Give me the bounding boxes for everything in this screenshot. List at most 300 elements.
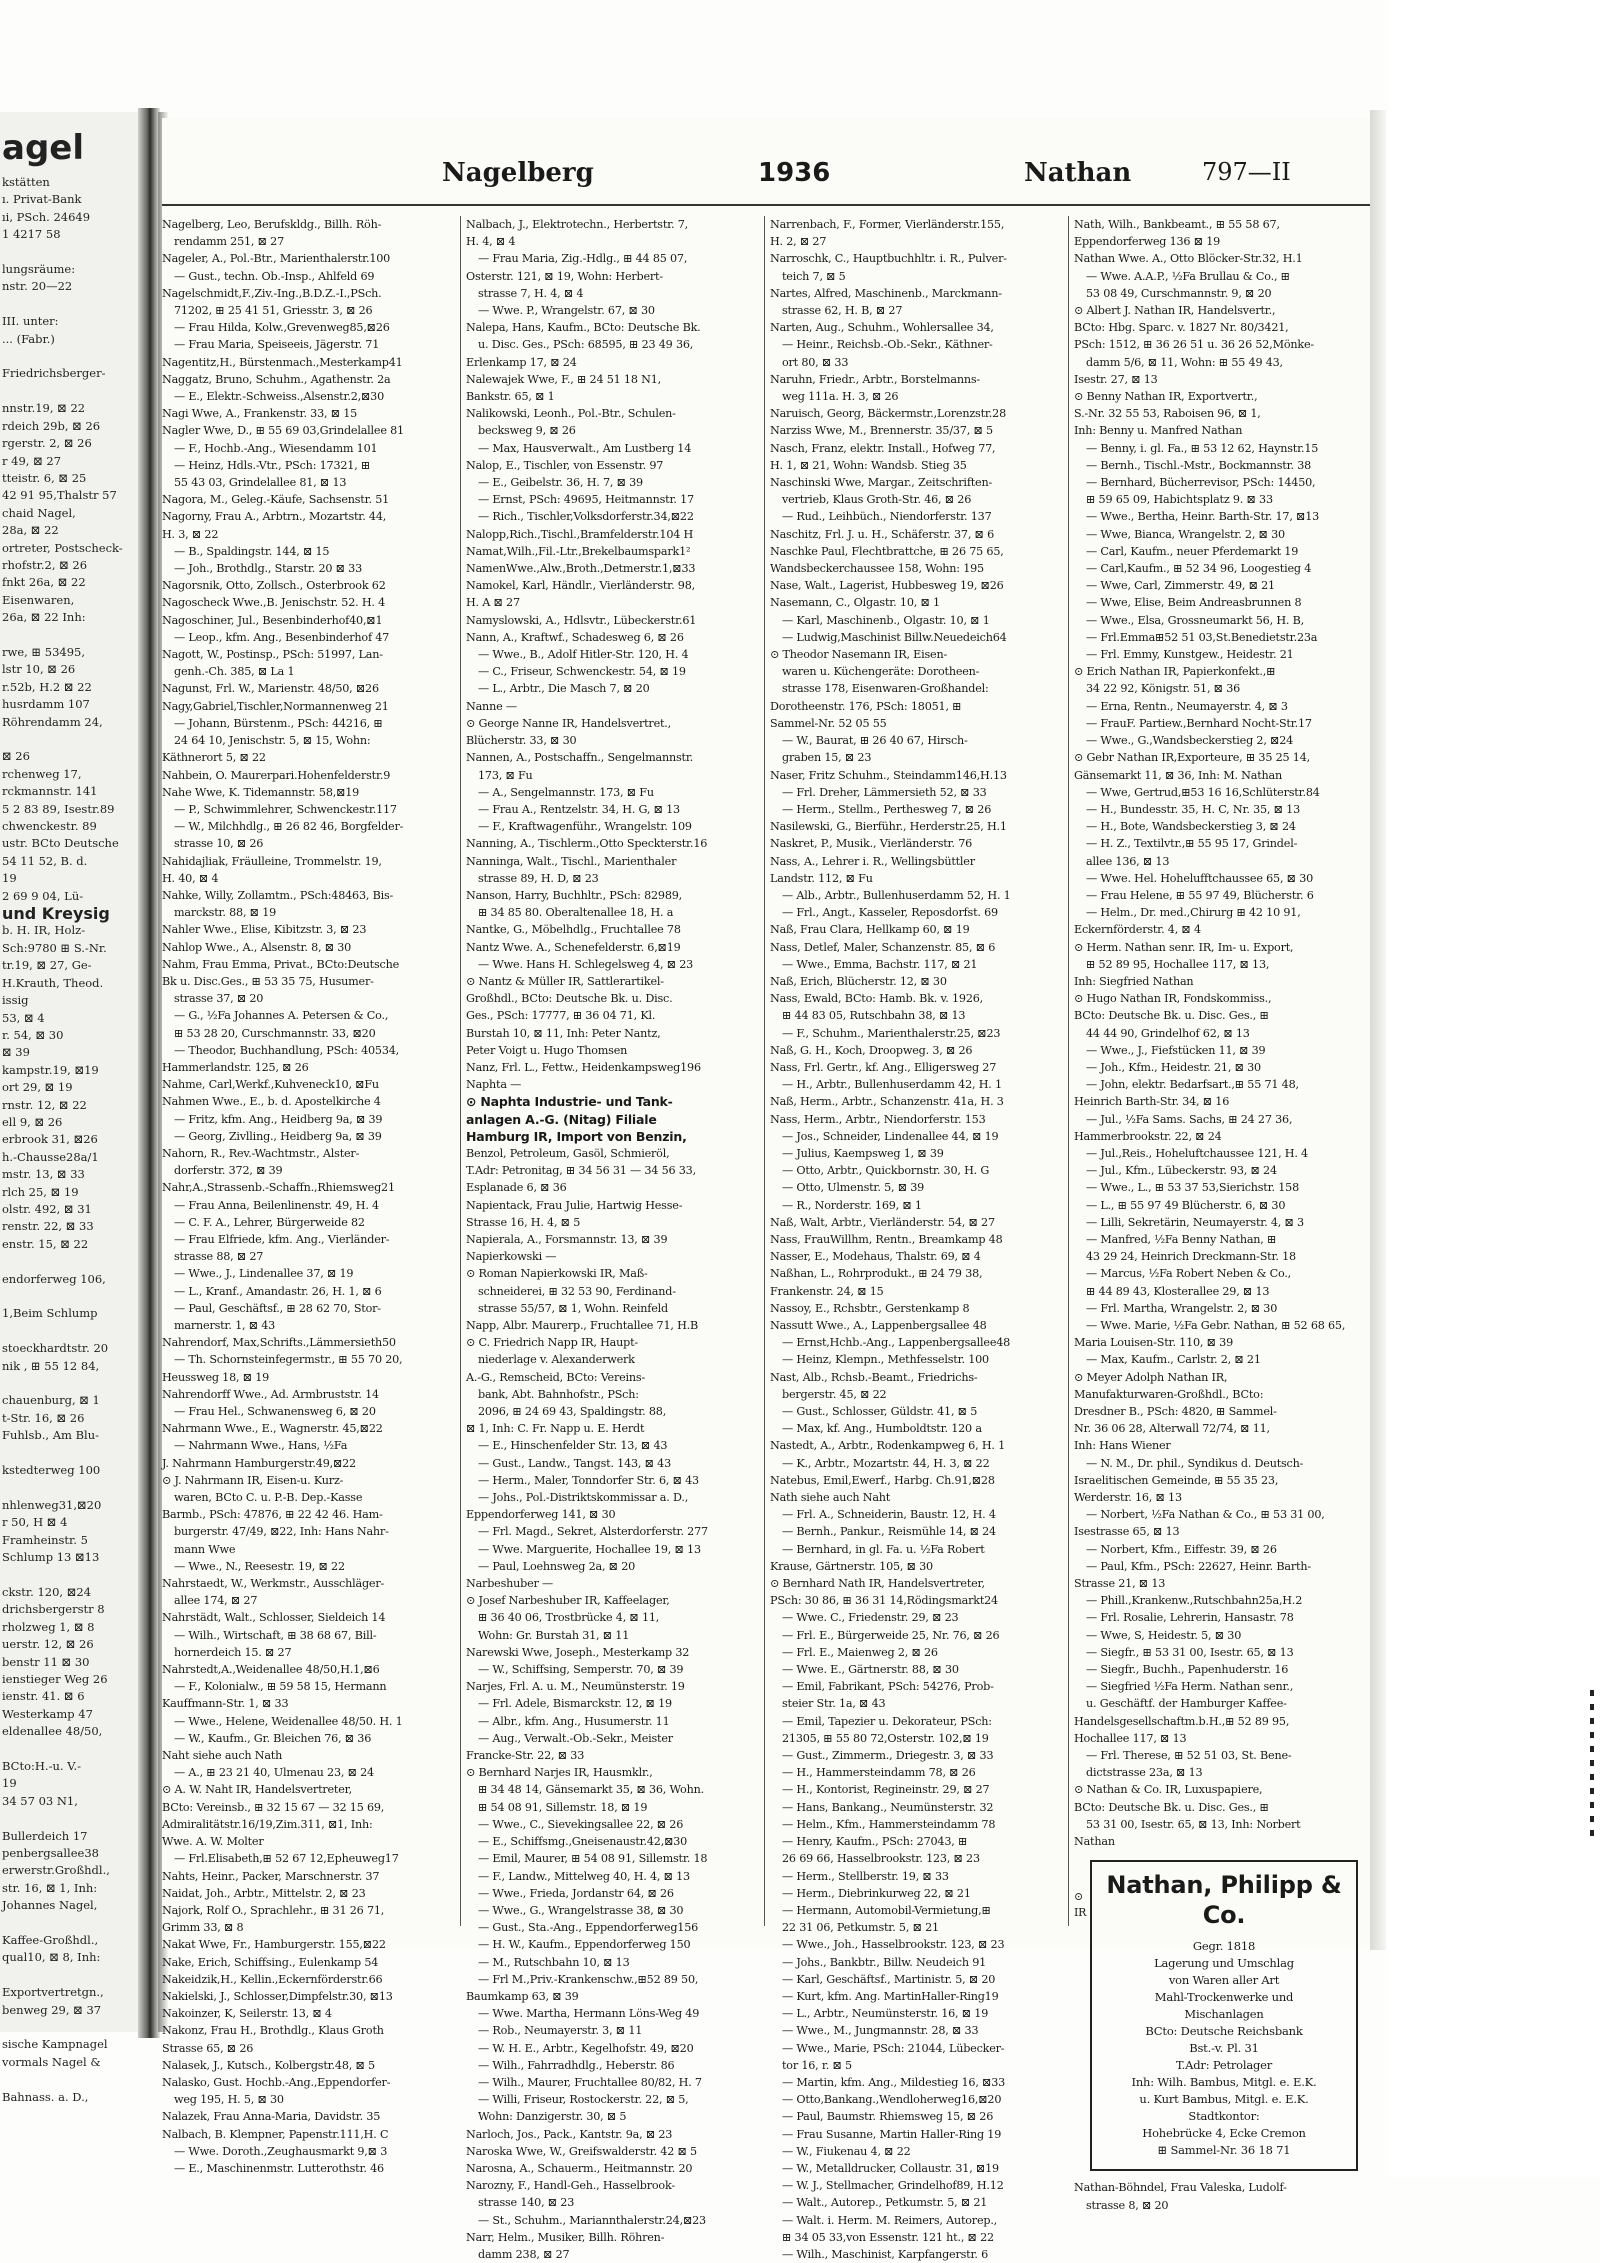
left-line: erwerstr.Großhdl., xyxy=(2,1863,110,1878)
directory-entry-line: — Bernhard, Bücherrevisor, PSch: 14450, xyxy=(1086,476,1316,490)
directory-entry-line: — Emil, Maurer, ⊞ 54 08 91, Sillemstr. 18 xyxy=(478,1852,708,1866)
column-divider xyxy=(460,216,461,1926)
left-line xyxy=(2,383,140,400)
directory-entry-line: — Bernh., Pankur., Reismühle 14, ⊠ 24 xyxy=(782,1525,996,1539)
directory-entry-line: ⊞ 34 85 80. Oberaltenallee 18, H. a xyxy=(478,906,674,920)
directory-entry-line: — Phill.,Krankenw.,Rutschbahn25a,H.2 xyxy=(1086,1594,1303,1608)
header-rule xyxy=(162,204,1370,206)
directory-entry-line: — Frl. E., Bürgerweide 25, Nr. 76, ⊠ 26 xyxy=(782,1628,1000,1642)
left-line: kstätten xyxy=(2,175,50,189)
directory-entry-line: — L., Kranf., Amandastr. 26, H. 1, ⊠ 6 xyxy=(174,1284,382,1298)
directory-entry-line: Hochallee 117, ⊠ 13 xyxy=(1074,1731,1187,1745)
advertisement-line: Stadtkontor: xyxy=(1188,2109,1260,2124)
directory-entry-line: — Leop., kfm. Ang., Besenbinderhof 47 xyxy=(174,630,390,644)
directory-entry-line: Krause, Gärtnerstr. 105, ⊠ 30 xyxy=(770,1559,933,1573)
directory-entry-line: Osterstr. 121, ⊠ 19, Wohn: Herbert- xyxy=(466,269,663,283)
directory-entry-line: — Paul, Kfm., PSch: 22627, Heinr. Barth- xyxy=(1086,1559,1311,1573)
left-line: vormals Nagel & xyxy=(2,2054,101,2069)
advertisement-line: Bst.-v. Pl. 31 xyxy=(1189,2041,1259,2056)
left-line: Friedrichsberger- xyxy=(2,366,106,381)
directory-entry-line: — Frl. A., Schneiderin, Baustr. 12, H. 4 xyxy=(782,1508,996,1522)
directory-entry-line: — Marcus, ½Fa Robert Neben & Co., xyxy=(1086,1267,1292,1281)
left-line: ienstr. 41. ⊠ 6 xyxy=(2,1689,85,1704)
directory-entry-line: 55 43 03, Grindelallee 81, ⊠ 13 xyxy=(174,476,347,490)
directory-entry-line: Baumkamp 63, ⊠ 39 xyxy=(466,1989,579,2003)
directory-entry-line: — C. F. A., Lehrer, Bürgerweide 82 xyxy=(174,1215,365,1229)
directory-entry-line: — Wilh., Wirtschaft, ⊞ 38 68 67, Bill- xyxy=(174,1628,377,1642)
directory-entry-line: Nahrstedt,A.,Weidenallee 48/50,H.1,⊠6 xyxy=(162,1663,380,1677)
left-heading: agel xyxy=(2,128,84,168)
directory-entry-line: — Wwe, Bianca, Wrangelstr. 2, ⊠ 30 xyxy=(1086,527,1285,541)
directory-entry-line: J. Nahrmann Hamburgerstr.49,⊠22 xyxy=(162,1456,356,1470)
left-bold-line: H.Krauth, Theod. xyxy=(2,975,104,990)
directory-entry-line: Naser, Fritz Schuhm., Steindamm146,H.13 xyxy=(770,768,1007,782)
directory-entry-line: Napierkowski — xyxy=(466,1250,557,1264)
left-line xyxy=(2,348,140,365)
directory-entry-line: Nalikowski, Leonh., Pol.-Btr., Schulen- xyxy=(466,407,676,421)
directory-entry-line: H. A ⊠ 27 xyxy=(466,596,520,610)
directory-entry-line: Nantke, G., Möbelhdlg., Fruchtallee 78 xyxy=(466,923,681,937)
directory-entry-line: ⊙ Nantz & Müller IR, Sattlerartikel- xyxy=(466,974,664,988)
left-line xyxy=(2,2071,140,2088)
left-line: rhofstr.2, ⊠ 26 xyxy=(2,557,88,572)
directory-entry-line: Naß, G. H., Koch, Droopweg. 3, ⊠ 26 xyxy=(770,1043,973,1057)
directory-entry-line: — A., Sengelmannstr. 173, ⊠ Fu xyxy=(478,785,654,799)
directory-entry-line: — Wwe., Emma, Bachstr. 117, ⊠ 21 xyxy=(782,957,978,971)
left-line: ⊠ 26 xyxy=(2,749,30,764)
directory-entry-line: — Wwe., N., Reesestr. 19, ⊠ 22 xyxy=(174,1559,345,1573)
left-line: issig xyxy=(2,993,29,1008)
directory-entry-line: H. 40, ⊠ 4 xyxy=(162,871,219,885)
directory-entry-line: S.-Nr. 32 55 53, Raboisen 96, ⊠ 1, xyxy=(1074,407,1261,421)
directory-entry-line: — Wwe., Bertha, Heinr. Barth-Str. 17, ⊠13 xyxy=(1086,510,1320,524)
left-line xyxy=(2,1288,140,1305)
directory-entry-line: Kauffmann-Str. 1, ⊠ 33 xyxy=(162,1697,289,1711)
directory-entry-line: Natebus, Emil,Ewerf., Harbg. Ch.91,⊠28 xyxy=(770,1473,995,1487)
directory-entry-line: — Gust., techn. Ob.-Insp., Ahlfeld 69 xyxy=(174,269,375,283)
directory-entry-line: — Wwe. Hans H. Schlegelsweg 4, ⊠ 23 xyxy=(478,957,694,971)
directory-entry-line: ⊙ Josef Narbeshuber IR, Kaffeelager, xyxy=(466,1594,670,1608)
column-3 xyxy=(770,216,1062,2261)
header-last-entry: Nathan xyxy=(1024,158,1132,188)
left-line: Fuhlsb., Am Blu- xyxy=(2,1428,99,1443)
left-line: chwenckestr. 89 xyxy=(2,819,97,834)
directory-entry-line: — W. J., Stellmacher, Grindelhof89, H.12 xyxy=(782,2179,1004,2193)
directory-entry-line: — E., Geibelstr. 36, H. 7, ⊠ 39 xyxy=(478,476,643,490)
directory-entry-line: — Wwe., Helene, Weidenallee 48/50. H. 1 xyxy=(174,1714,403,1728)
directory-entry-line: Nahrstädt, Walt., Schlosser, Sieldeich 14 xyxy=(162,1611,386,1625)
directory-entry-line: marckstr. 88, ⊠ 19 xyxy=(174,906,277,920)
directory-entry-line: — Rob., Neumayerstr. 3, ⊠ 11 xyxy=(478,2024,643,2038)
directory-entry-line: Nahts, Heinr., Packer, Marschnerstr. 37 xyxy=(162,1869,380,1883)
directory-entry-line: — John, elektr. Bedarfsart.,⊞ 55 71 48, xyxy=(1086,1078,1299,1092)
left-line: mstr. 13, ⊠ 33 xyxy=(2,1167,85,1182)
directory-entry-line: Großhdl., BCto: Deutsche Bk. u. Disc. xyxy=(466,992,673,1006)
left-line: chauenburg, ⊠ 1 xyxy=(2,1393,100,1408)
directory-entry-line: — Herm., Diebrinkurweg 22, ⊠ 21 xyxy=(782,1886,971,1900)
directory-entry-line: Bk u. Disc.Ges., ⊞ 53 35 75, Husumer- xyxy=(162,974,374,988)
directory-entry-line: — Gust., Zimmerm., Driegestr. 3, ⊠ 33 xyxy=(782,1749,994,1763)
directory-entry-line: strasse 89, H. D, ⊠ 23 xyxy=(478,871,599,885)
left-line xyxy=(2,1741,140,1758)
directory-entry-line: — Max, Hausverwalt., Am Lustberg 14 xyxy=(478,441,692,455)
directory-entry-line: — FrauF. Partiew.,Bernhard Nocht-Str.17 xyxy=(1086,716,1312,730)
left-line: qual10, ⊠ 8, Inh: xyxy=(2,1950,101,1965)
directory-entry-line: ⊙ George Nanne IR, Handelsvertret., xyxy=(466,716,672,730)
directory-entry-line: Nase, Walt., Lagerist, Hubbesweg 19, ⊠26 xyxy=(770,579,1004,593)
left-line: rdeich 29b, ⊠ 26 xyxy=(2,418,101,433)
directory-entry-line: — Wwe. P., Wrangelstr. 67, ⊠ 30 xyxy=(478,304,655,318)
left-line xyxy=(2,244,140,261)
directory-entry-line: Nass, Frl. Gertr., kf. Ang., Elligersweg 27 xyxy=(770,1060,997,1074)
directory-entry-line: graben 15, ⊠ 23 xyxy=(782,751,872,765)
directory-entry-line: — Wwe., C., Sievekingsallee 22, ⊠ 26 xyxy=(478,1817,684,1831)
left-line: ... (Fabr.) xyxy=(2,331,55,346)
left-line: lungsräume: xyxy=(2,262,76,277)
directory-entry-line: Nahmen Wwe., E., b. d. Apostelkirche 4 xyxy=(162,1095,381,1109)
directory-entry-line: — Walt., Autorep., Petkumstr. 5, ⊠ 21 xyxy=(782,2196,988,2210)
directory-entry-line: Nahidajliak, Fräulleine, Trommelstr. 19, xyxy=(162,854,382,868)
directory-entry-line: — Wwe., G., Wrangelstrasse 38, ⊠ 30 xyxy=(478,1903,684,1917)
ad-marker: ⊙ xyxy=(1074,1890,1084,1904)
left-line: rckmannstr. 141 xyxy=(2,784,98,799)
directory-entry-line: — Wwe., J., Lindenallee 37, ⊠ 19 xyxy=(174,1267,354,1281)
directory-entry-line: — Johs., Bankbtr., Billw. Neudeich 91 xyxy=(782,1955,987,1969)
directory-entry-line: 43 29 24, Heinrich Dreckmann-Str. 18 xyxy=(1086,1250,1296,1264)
directory-entry-line: Nasch, Franz, elektr. Install., Hofweg 77, xyxy=(770,441,996,455)
directory-entry-line: — L., Arbtr., Neumünsterstr. 16, ⊠ 19 xyxy=(782,2007,989,2021)
directory-entry-line: Najork, Rolf O., Sprachlehr., ⊞ 31 26 71, xyxy=(162,1903,385,1917)
directory-entry-line: ⊞ 53 28 20, Curschmannstr. 33, ⊠20 xyxy=(174,1026,376,1040)
directory-entry-line: becksweg 9, ⊠ 26 xyxy=(478,424,576,438)
directory-entry-line: Nahr,A.,Strassenb.-Schaffn.,Rhiemsweg21 xyxy=(162,1181,395,1195)
directory-entry-line: — Lilli, Sekretärin, Neumayerstr. 4, ⊠ 3 xyxy=(1086,1215,1304,1229)
directory-entry-line: Nagelberg, Leo, Berufskldg., Billh. Röh- xyxy=(162,218,382,231)
directory-entry-line: Käthnerort 5, ⊠ 22 xyxy=(162,751,266,765)
directory-entry-line: A.-G., Remscheid, BCto: Vereins- xyxy=(466,1370,646,1384)
directory-entry-line: Isestr. 27, ⊠ 13 xyxy=(1074,372,1158,386)
directory-entry-line: anlagen A.-G. (Nitag) Filiale xyxy=(466,1111,657,1127)
left-line: 2 69 9 04, Lü- xyxy=(2,888,84,903)
directory-entry-line: — Rud., Leihbüch., Niendorferstr. 137 xyxy=(782,510,992,524)
directory-entry-line: Nake, Erich, Schiffsing., Eulenkamp 54 xyxy=(162,1955,379,1969)
directory-entry-line: — Martin, kfm. Ang., Mildestieg 16, ⊠33 xyxy=(782,2075,1006,2089)
directory-entry-line: Gänsemarkt 11, ⊠ 36, Inh: M. Nathan xyxy=(1074,768,1283,782)
left-line: rnstr. 12, ⊠ 22 xyxy=(2,1097,87,1112)
directory-entry-line: — Frau Hilda, Kolw.,Grevenweg85,⊠26 xyxy=(174,321,390,335)
directory-entry-line: — Theodor, Buchhandlung, PSch: 40534, xyxy=(174,1043,400,1057)
directory-entry-line: Erlenkamp 17, ⊠ 24 xyxy=(466,355,577,369)
left-line: 54 11 52, B. d. xyxy=(2,853,88,868)
directory-entry-line: — Frl.Elisabeth,⊞ 52 67 12,Epheuweg17 xyxy=(174,1852,399,1866)
directory-entry-line: — Alb., Arbtr., Bullenhuserdamm 52, H. 1 xyxy=(782,888,1011,902)
directory-entry-line: — Frl. E., Maienweg 2, ⊠ 26 xyxy=(782,1645,938,1659)
directory-entry-line: dictstrasse 23a, ⊠ 13 xyxy=(1086,1766,1203,1780)
directory-entry-line: Peter Voigt u. Hugo Thomsen xyxy=(466,1043,628,1057)
left-line: rwe, ⊞ 53495, xyxy=(2,644,85,659)
directory-entry-line: Landstr. 112, ⊠ Fu xyxy=(770,871,873,885)
directory-entry-line: Narosna, A., Schauerm., Heitmannstr. 20 xyxy=(466,2161,693,2175)
directory-entry-line: — Siegfr., ⊞ 53 31 00, Isestr. 65, ⊠ 13 xyxy=(1086,1645,1294,1659)
directory-entry-line: Ges., PSch: 17777, ⊞ 36 04 71, Kl. xyxy=(466,1009,656,1023)
directory-entry-line: Benzol, Petroleum, Gasöl, Schmieröl, xyxy=(466,1146,670,1160)
directory-entry-line: mann Wwe xyxy=(174,1542,236,1556)
directory-entry-line: — W., Metalldrucker, Collaustr. 31, ⊠19 xyxy=(782,2161,999,2175)
directory-entry-line: Narrenbach, F., Former, Vierländerstr.155, xyxy=(770,218,1005,231)
directory-entry-line: schneiderei, ⊞ 32 53 90, Ferdinand- xyxy=(478,1284,676,1298)
directory-entry-line: Nasser, E., Modehaus, Thalstr. 69, ⊠ 4 xyxy=(770,1250,981,1264)
left-line: ortreter, Postscheck- xyxy=(2,540,123,555)
directory-entry-line: Nathan-Böhndel, Frau Valeska, Ludolf- xyxy=(1074,2181,1287,2195)
directory-entry-line: — L., Arbtr., Die Masch 7, ⊠ 20 xyxy=(478,682,650,696)
directory-entry-line: Nanninga, Walt., Tischl., Marienthaler xyxy=(466,854,677,868)
directory-entry-line: Wandsbeckerchaussee 158, Wohn: 195 xyxy=(770,562,984,576)
directory-entry-line: — Wwe., Joh., Hasselbrookstr. 123, ⊠ 23 xyxy=(782,1938,1005,1952)
directory-entry-line: Narbeshuber — xyxy=(466,1577,554,1591)
directory-entry-line: — Jul., ½Fa Sams. Sachs, ⊞ 24 27 36, xyxy=(1086,1112,1293,1126)
left-line: BCto:H.-u. V.- xyxy=(2,1758,82,1773)
directory-entry-line: Wohn: Danzigerstr. 30, ⊠ 5 xyxy=(478,2110,627,2124)
directory-entry-line: Maria Louisen-Str. 110, ⊠ 39 xyxy=(1074,1336,1233,1350)
directory-entry-line: Naphta — xyxy=(466,1078,522,1092)
advertisement-line: u. Kurt Bambus, Mitgl. e. E.K. xyxy=(1139,2092,1309,2107)
left-line xyxy=(2,1323,140,1340)
directory-entry-line: dorferstr. 372, ⊠ 39 xyxy=(174,1164,283,1178)
directory-entry-line: Nakat Wwe, Fr., Hamburgerstr. 155,⊠22 xyxy=(162,1938,386,1952)
directory-entry-line: — H., Bundesstr. 35, H. C, Nr. 35, ⊠ 13 xyxy=(1086,802,1301,816)
directory-entry-line: Nagentitz,H., Bürstenmach.,Mesterkamp41 xyxy=(162,355,403,369)
directory-entry-line: Naht siehe auch Nath xyxy=(162,1749,283,1763)
directory-entry-line: — Walt. i. Herm. M. Reimers, Autorep., xyxy=(782,2213,998,2227)
directory-entry-line: ⊙ J. Nahrmann IR, Eisen-u. Kurz- xyxy=(162,1473,344,1487)
directory-entry-line: Nassoy, E., Rchsbtr., Gerstenkamp 8 xyxy=(770,1301,970,1315)
directory-entry-line: allee 136, ⊠ 13 xyxy=(1086,854,1170,868)
directory-entry-line: strasse 37, ⊠ 20 xyxy=(174,992,264,1006)
directory-entry-line: Nageler, A., Pol.-Btr., Marienthalerstr.100 xyxy=(162,252,391,266)
left-line xyxy=(2,1479,140,1496)
directory-entry-line: Nahrendorf, Max,Schrifts.,Lämmersieth50 xyxy=(162,1336,396,1350)
directory-entry-line: — Benny, i. gl. Fa., ⊞ 53 12 62, Haynstr.15 xyxy=(1086,441,1319,455)
left-line: tteistr. 6, ⊠ 25 xyxy=(2,470,87,485)
directory-entry-line: Nagelschmidt,F.,Ziv.-Ing.,B.D.Z.-I.,PSch. xyxy=(162,286,382,300)
directory-entry-line: ⊙ Gebr Nathan IR,Exporteure, ⊞ 35 25 14, xyxy=(1074,751,1310,765)
directory-entry-line: — Hermann, Automobil-Vermietung,⊞ xyxy=(782,1903,991,1917)
directory-entry-line: Narozny, F., Handl-Geh., Hasselbrook- xyxy=(466,2179,675,2193)
ad-ir-marker: IR xyxy=(1074,1906,1087,1920)
directory-entry-line: — Rich., Tischler,Volksdorferstr.34,⊠22 xyxy=(478,510,694,524)
directory-entry-line: Narroschk, C., Hauptbuchhltr. i. R., Pulver- xyxy=(770,252,1007,266)
directory-entry-line: 53 31 00, Isestr. 65, ⊠ 13, Inh: Norbert xyxy=(1086,1817,1301,1831)
directory-entry-line: BCto: Hbg. Sparc. v. 1827 Nr. 80/3421, xyxy=(1074,321,1289,335)
directory-entry-line: — Heinz, Klempn., Methfesselstr. 100 xyxy=(782,1353,989,1367)
left-line: fnkt 26a, ⊠ 22 xyxy=(2,575,86,590)
directory-entry-line: Nakeidzik,H., Kellin.,Eckernförderstr.66 xyxy=(162,1972,383,1986)
directory-entry-line: niederlage v. Alexanderwerk xyxy=(478,1353,635,1367)
left-line: benweg 29, ⊠ 37 xyxy=(2,2002,102,2017)
directory-entry-line: — Frl. Dreher, Lämmersieth 52, ⊠ 33 xyxy=(782,785,987,799)
directory-entry-line: Naß, Frau Clara, Hellkamp 60, ⊠ 19 xyxy=(770,923,970,937)
directory-entry-line: — Julius, Kaempsweg 1, ⊠ 39 xyxy=(782,1146,944,1160)
left-line: ⊠ 39 xyxy=(2,1045,30,1060)
directory-entry-line: Hamburg IR, Import von Benzin, xyxy=(466,1128,687,1144)
directory-entry-line: Nath siehe auch Naht xyxy=(770,1491,891,1505)
directory-entry-line: Nasilewski, G., Bierführ., Herderstr.25, H.1 xyxy=(770,820,1007,834)
left-bold-line: Sch:9780 ⊞ S.-Nr. xyxy=(2,940,107,955)
directory-entry-line: — Otto, Ulmenstr. 5, ⊠ 39 xyxy=(782,1181,925,1195)
header-first-entry: Nagelberg xyxy=(442,158,594,188)
directory-entry-line: H. 1, ⊠ 21, Wohn: Wandsb. Stieg 35 xyxy=(770,458,967,472)
left-line: t-Str. 16, ⊠ 26 xyxy=(2,1410,85,1425)
directory-entry-line: ⊙ C. Friedrich Napp IR, Haupt- xyxy=(466,1336,638,1350)
directory-entry-line: Strasse 16, H. 4, ⊠ 5 xyxy=(466,1215,581,1229)
directory-entry-line: — Paul, Geschäftsf., ⊞ 28 62 70, Stor- xyxy=(174,1301,381,1315)
directory-entry-line: hornerdeich 15. ⊠ 27 xyxy=(174,1645,292,1659)
directory-entry-line: — Frau Hel., Schwanensweg 6, ⊠ 20 xyxy=(174,1405,376,1419)
left-line: rchenweg 17, xyxy=(2,766,82,781)
left-line: sische Kampnagel xyxy=(2,2037,108,2052)
directory-entry-line: — G., ½Fa Johannes A. Petersen & Co., xyxy=(174,1009,389,1023)
directory-entry-line: Nanz, Frl. L., Fettw., Heidenkampsweg196 xyxy=(466,1060,701,1074)
directory-entry-line: Namokel, Karl, Händlr., Vierländerstr. 98, xyxy=(466,579,695,593)
directory-entry-line: Nastedt, A., Arbtr., Rodenkampweg 6, H. 1 xyxy=(770,1439,1006,1453)
directory-entry-line: — Helm., Kfm., Hammersteindamm 78 xyxy=(782,1817,996,1831)
directory-entry-line: — Frau Helene, ⊞ 55 97 49, Blücherstr. 6 xyxy=(1086,888,1314,902)
directory-entry-line: Narziss Wwe, M., Brennerstr. 35/37, ⊠ 5 xyxy=(770,424,993,438)
directory-entry-line: — Frl. Adele, Bismarckstr. 12, ⊠ 19 xyxy=(478,1697,672,1711)
directory-entry-line: — Wwe. Marie, ½Fa Gebr. Nathan, ⊞ 52 68 65, xyxy=(1086,1319,1346,1332)
directory-entry-line: — Wwe., L., ⊞ 53 37 53,Sierichstr. 158 xyxy=(1086,1181,1299,1195)
left-line: stoeckhardtstr. 20 xyxy=(2,1341,109,1356)
left-line: Framheinstr. 5 xyxy=(2,1532,88,1547)
column-divider xyxy=(1068,216,1069,1926)
left-line: eldenallee 48/50, xyxy=(2,1724,103,1739)
directory-entry-line: — Frau Elfriede, kfm. Ang., Vierländer- xyxy=(174,1232,390,1246)
directory-entry-line: Nakoinzer, K, Seilerstr. 13, ⊠ 4 xyxy=(162,2007,332,2021)
directory-entry-line: Nahrendorff Wwe., Ad. Armbruststr. 14 xyxy=(162,1387,379,1401)
directory-entry-line: — Frl. Rosalie, Lehrerin, Hansastr. 78 xyxy=(1086,1611,1294,1625)
directory-entry-line: 34 22 92, Königstr. 51, ⊠ 36 xyxy=(1086,682,1241,696)
directory-entry-line: — W., Schiffsing, Semperstr. 70, ⊠ 39 xyxy=(478,1663,684,1677)
directory-entry-line: — Norbert, Kfm., Eiffestr. 39, ⊠ 26 xyxy=(1086,1542,1277,1556)
directory-entry-line: — Ernst,Hchb.-Ang., Lappenbergsallee48 xyxy=(782,1336,1011,1350)
directory-entry-line: Nr. 36 06 28, Alterwall 72/74, ⊠ 11, xyxy=(1074,1422,1270,1436)
advertisement-line: Gegr. 1818 xyxy=(1192,1939,1256,1954)
directory-entry-line: Naß, Herm., Arbtr., Schanzenstr. 41a, H. 3 xyxy=(770,1095,1004,1109)
directory-entry-line: u. Disc. Ges., PSch: 68595, ⊞ 23 49 36, xyxy=(478,338,694,352)
directory-entry-line: Nast, Alb., Rchsb.-Beamt., Friedrichs- xyxy=(770,1370,978,1384)
left-line: 42 91 95,Thalstr 57 xyxy=(2,488,117,503)
directory-entry-line: BCto: Vereinsb., ⊞ 32 15 67 — 32 15 69, xyxy=(162,1800,385,1814)
directory-entry-line: — H., Arbtr., Bullenhuserdamm 42, H. 1 xyxy=(782,1078,1002,1092)
advertisement-line: ⊞ Sammel-Nr. 36 18 71 xyxy=(1157,2143,1291,2158)
directory-entry-line: rendamm 251, ⊠ 27 xyxy=(174,235,285,249)
directory-entry-line: — W., Kaufm., Gr. Bleichen 76, ⊠ 36 xyxy=(174,1731,372,1745)
left-line: rlch 25, ⊠ 19 xyxy=(2,1184,79,1199)
left-line: 53, ⊠ 4 xyxy=(2,1010,45,1025)
directory-entry-line: strasse 55/57, ⊠ 1, Wohn. Reinfeld xyxy=(478,1301,668,1315)
directory-entry-line: — Heinr., Reichsb.-Ob.-Sekr., Käthner- xyxy=(782,338,993,352)
directory-entry-line: ⊞ 44 83 05, Rutschbahn 38, ⊠ 13 xyxy=(782,1009,966,1023)
left-line: benstr 11 ⊠ 30 xyxy=(2,1654,90,1669)
directory-entry-line: — H., Hammersteindamm 78, ⊠ 26 xyxy=(782,1766,976,1780)
directory-entry-line: Narewski Wwe, Joseph., Mesterkamp 32 xyxy=(466,1645,690,1659)
left-line: ckstr. 120, ⊠24 xyxy=(2,1584,92,1599)
directory-entry-line: Nahorn, R., Rev.-Wachtmstr., Alster- xyxy=(162,1146,360,1160)
directory-entry-line: Narjes, Frl. A. u. M., Neumünsterstr. 19 xyxy=(466,1680,685,1694)
left-bold-line: tr.19, ⊠ 27, Ge- xyxy=(2,958,92,973)
directory-entry-line: — Frl., Angt., Kasseler, Reposdorfst. 69 xyxy=(782,906,998,920)
directory-entry-line: — Wwe. Doroth.,Zeughausmarkt 9,⊠ 3 xyxy=(174,2144,388,2158)
left-line: kstedterweg 100 xyxy=(2,1463,101,1478)
directory-entry-line: — Carl,Kaufm., ⊞ 52 34 96, Loogestieg 4 xyxy=(1086,562,1312,576)
directory-entry-line: Nalewajek Wwe, F., ⊞ 24 51 18 N1, xyxy=(466,372,661,386)
directory-entry-line: 26 69 66, Hasselbrookstr. 123, ⊠ 23 xyxy=(782,1852,980,1866)
directory-entry-line: Narr, Helm., Musiker, Billh. Röhren- xyxy=(466,2230,665,2244)
left-line xyxy=(2,1375,140,1392)
left-line xyxy=(2,1567,140,1584)
left-line: ort 29, ⊠ 19 xyxy=(2,1080,73,1095)
directory-entry-line: — Frl. Emmy, Kunstgew., Heidestr. 21 xyxy=(1086,648,1294,662)
directory-entry-line: — Karl, Geschäftsf., Martinistr. 5, ⊠ 20 xyxy=(782,1972,996,1986)
directory-entry-line: — A., ⊞ 23 21 40, Ulmenau 23, ⊠ 24 xyxy=(174,1766,374,1780)
directory-entry-line: Nagy,Gabriel,Tischler,Normannenweg 21 xyxy=(162,699,389,713)
left-line: Johannes Nagel, xyxy=(2,1898,98,1913)
directory-entry-line: — B., Spaldingstr. 144, ⊠ 15 xyxy=(174,544,330,558)
directory-entry-line: — E., Maschinenmstr. Lutterothstr. 46 xyxy=(174,2161,384,2175)
directory-entry-line: — Frl. Martha, Wrangelstr. 2, ⊠ 30 xyxy=(1086,1301,1278,1315)
directory-entry-line: PSch: 1512, ⊞ 36 26 51 u. 36 26 52,Mönke- xyxy=(1074,338,1314,352)
directory-entry-line: Inh: Benny u. Manfred Nathan xyxy=(1074,424,1243,438)
page-number: 797—II xyxy=(1202,158,1291,186)
directory-entry-line: H. 2, ⊠ 27 xyxy=(770,235,827,249)
directory-entry-line: — Siegfr., Buchh., Papenhuderstr. 16 xyxy=(1086,1663,1289,1677)
left-line: r 50, H ⊠ 4 xyxy=(2,1515,68,1530)
directory-entry-line: — Emil, Tapezier u. Dekorateur, PSch: xyxy=(782,1714,992,1728)
directory-entry-line: Naschinski Wwe, Margar., Zeitschriften- xyxy=(770,476,993,490)
directory-entry-line: ⊙ Roman Napierkowski IR, Maß- xyxy=(466,1267,648,1281)
directory-entry-line: Handelsgesellschaftm.b.H.,⊞ 52 89 95, xyxy=(1074,1714,1290,1728)
directory-entry-line: Werderstr. 16, ⊠ 13 xyxy=(1074,1491,1182,1505)
left-line: 19 xyxy=(2,1776,17,1791)
directory-entry-line: — Carl, Kaufm., neuer Pferdemarkt 19 xyxy=(1086,544,1299,558)
left-line: nnstr.19, ⊠ 22 xyxy=(2,401,86,416)
directory-entry-line: Nassutt Wwe., A., Lappenbergsallee 48 xyxy=(770,1319,987,1332)
directory-entry-line: Inh: Hans Wiener xyxy=(1074,1439,1171,1453)
advertisement-line: BCto: Deutsche Reichsbank xyxy=(1145,2024,1303,2039)
directory-entry-line: Nagott, W., Postinsp., PSch: 51997, Lan- xyxy=(162,648,383,662)
directory-entry-line: — N. M., Dr. phil., Syndikus d. Deutsch- xyxy=(1086,1456,1304,1470)
directory-entry-line: ⊙ Naphta Industrie- und Tank- xyxy=(466,1094,673,1110)
directory-entry-line: Eckernförderstr. 4, ⊠ 4 xyxy=(1074,923,1201,937)
directory-entry-line: H. 3, ⊠ 22 xyxy=(162,527,219,541)
directory-entry-line: Naschitz, Frl. J. u. H., Schäferstr. 37, ⊠ 6 xyxy=(770,527,994,541)
directory-entry-line: Grimm 33, ⊠ 8 xyxy=(162,1921,244,1935)
directory-entry-line: teich 7, ⊠ 5 xyxy=(782,269,846,283)
left-line: lstr 10, ⊠ 26 xyxy=(2,662,76,677)
directory-entry-line: Nagora, M., Geleg.-Käufe, Sachsenstr. 51 xyxy=(162,493,390,507)
directory-entry-line: Naruisch, Georg, Bäckermstr.,Lorenzstr.28 xyxy=(770,407,1006,421)
directory-entry-line: Naroska Wwe, W., Greifswalderstr. 42 ⊠ 5 xyxy=(466,2144,697,2158)
directory-entry-line: Nathan Wwe. A., Otto Blöcker-Str.32, H.1 xyxy=(1074,252,1303,266)
directory-entry-line: ⊙ Bernhard Narjes IR, Hausmklr., xyxy=(466,1766,653,1780)
directory-entry-line: ort 80, ⊠ 33 xyxy=(782,355,849,369)
directory-entry-line: Frankenstr. 24, ⊠ 15 xyxy=(770,1284,884,1298)
directory-entry-line: — Fritz, kfm. Ang., Heidberg 9a, ⊠ 39 xyxy=(174,1112,383,1126)
left-line: str. 16, ⊠ 1, Inh: xyxy=(2,1880,98,1895)
directory-entry-line: Nalbach, B. Klempner, Papenstr.111,H. C xyxy=(162,2127,389,2141)
directory-entry-line: Narten, Aug., Schuhm., Wohlersallee 34, xyxy=(770,321,994,335)
directory-entry-line: ⊙ Herm. Nathan senr. IR, Im- u. Export, xyxy=(1074,940,1294,954)
